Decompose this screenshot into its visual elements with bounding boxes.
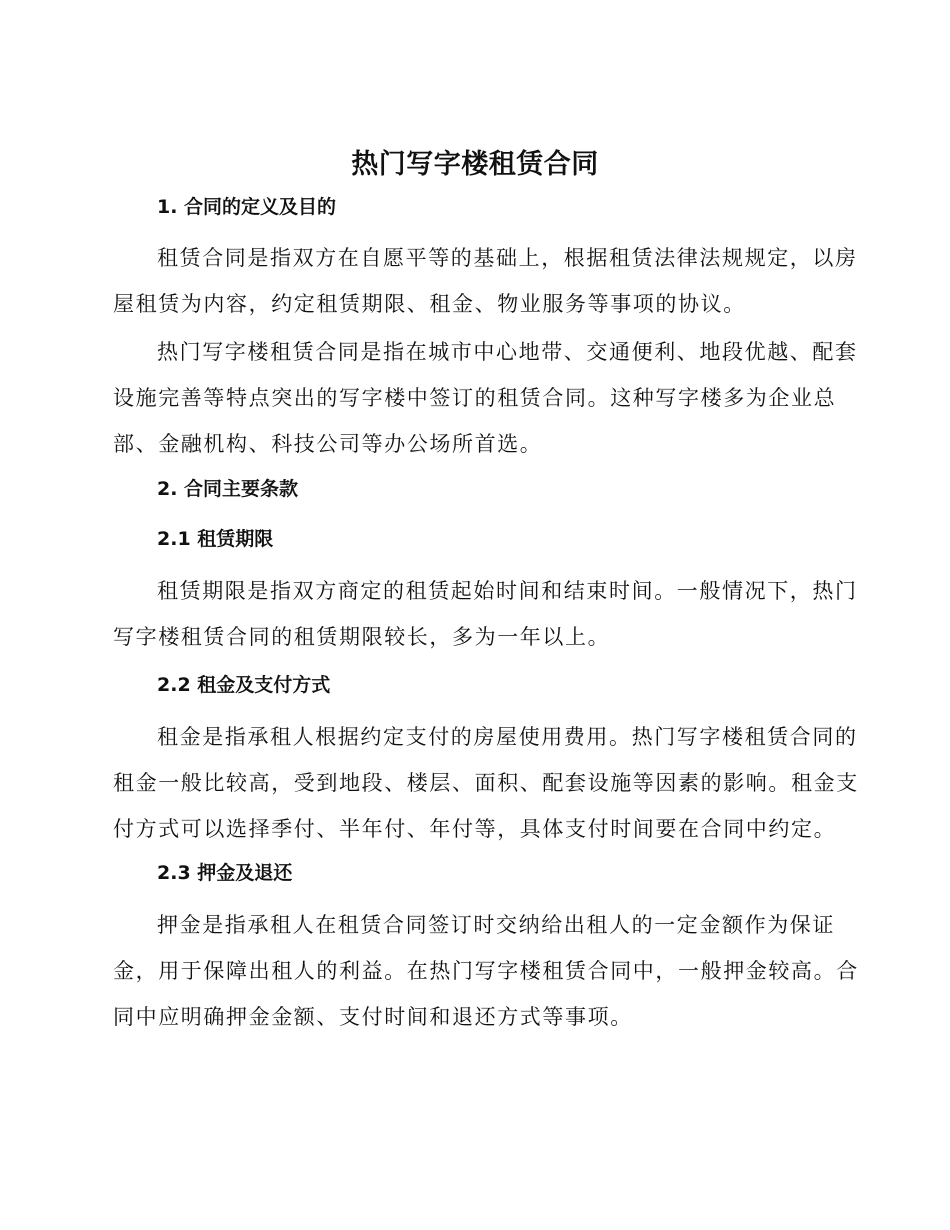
paragraph-line: 租金一般比较高，受到地段、楼层、面积、配套设施等因素的影响。租金支 — [113, 771, 859, 795]
paragraph-2-3 — [113, 902, 859, 1040]
paragraph-line: 付方式可以选择季付、半年付、年付等，具体支付时间要在合同中约定。 — [113, 817, 837, 841]
section-heading-2: 2. 合同主要条款 — [157, 478, 299, 500]
paragraph-2-1 — [113, 568, 858, 660]
paragraph-line: 押金是指承租人在租赁合同签订时交纳给出租人的一定金额作为保证 — [157, 913, 835, 937]
paragraph-line: 租金是指承租人根据约定支付的房屋使用费用。热门写字楼租赁合同的 — [157, 725, 858, 749]
paragraph-line: 设施完善等特点突出的写字楼中签订的租赁合同。这种写字楼多为企业总 — [113, 386, 837, 410]
paragraph-line: 租赁期限是指双方商定的租赁起始时间和结束时间。一般情况下，热门 — [157, 579, 858, 603]
paragraph-1-2 — [113, 329, 858, 467]
paragraph-line: 写字楼租赁合同的租赁期限较长，多为一年以上。 — [113, 625, 611, 649]
paragraph-line: 部、金融机构、科技公司等办公场所首选。 — [113, 432, 543, 456]
section-heading-2-1: 2.1 租赁期限 — [157, 528, 274, 550]
section-heading-1: 1. 合同的定义及目的 — [157, 196, 337, 218]
section-heading-2-3: 2.3 押金及退还 — [157, 862, 293, 884]
document-title: 热门写字楼租赁合同 — [351, 149, 599, 180]
section-heading-2-2: 2.2 租金及支付方式 — [157, 674, 331, 696]
paragraph-line: 金，用于保障出租人的利益。在热门写字楼租赁合同中，一般押金较高。合 — [113, 959, 859, 983]
paragraph-2-2 — [113, 714, 859, 852]
paragraph-line: 同中应明确押金金额、支付时间和退还方式等事项。 — [113, 1005, 633, 1029]
paragraph-line: 租赁合同是指双方在自愿平等的基础上，根据租赁法律法规规定，以房 — [157, 246, 858, 270]
paragraph-line: 屋租赁为内容，约定租赁期限、租金、物业服务等事项的协议。 — [113, 292, 746, 316]
paragraph-line: 热门写字楼租赁合同是指在城市中心地带、交通便利、地段优越、配套 — [157, 340, 858, 364]
paragraph-1-1 — [113, 235, 858, 327]
